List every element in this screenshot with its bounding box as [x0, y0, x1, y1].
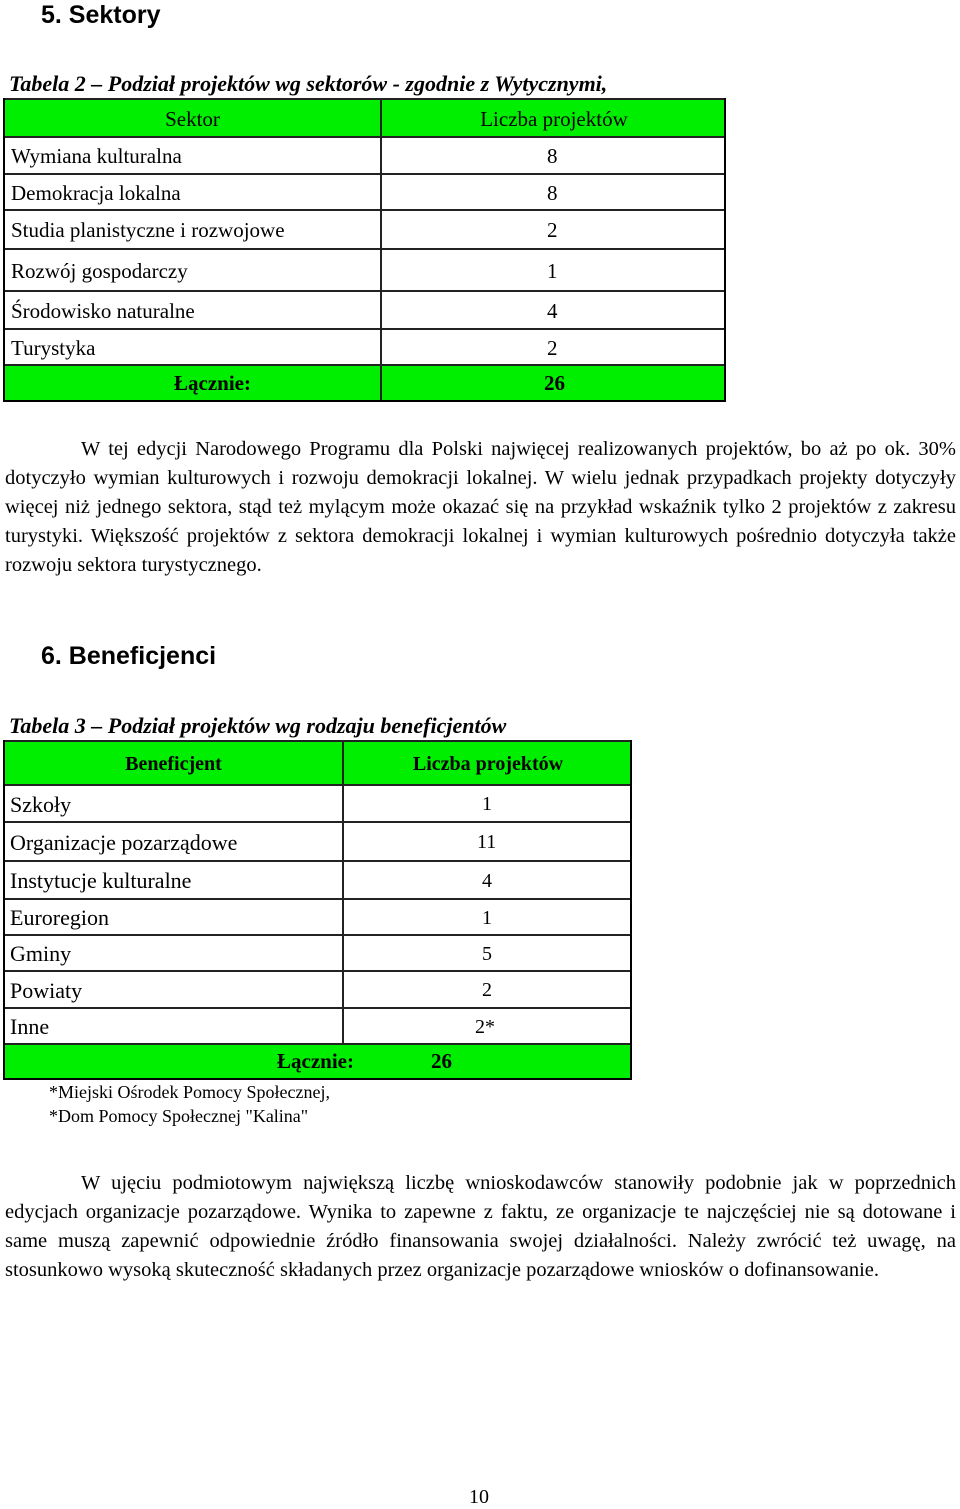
table-row [5, 136, 724, 175]
total-label: Łącznie: [277, 1049, 354, 1073]
table-caption-beneficiaries: Tabela 3 – Podział projektów wg rodzaju beneficjentów [9, 713, 507, 738]
table-total-row [5, 364, 724, 400]
table-row [5, 248, 724, 292]
paragraph-beneficiaries [5, 1169, 956, 1285]
table-row [5, 173, 724, 211]
table-row [5, 934, 630, 972]
sector-name: Turystyka [5, 330, 382, 366]
beneficiary-count: 1 [482, 793, 492, 815]
beneficiary-name: Euroregion [5, 900, 344, 936]
beneficiary-name: Powiaty [5, 972, 344, 1009]
beneficiaries-table [3, 740, 632, 1080]
beneficiary-count: 11 [477, 831, 497, 853]
sector-count: 2 [547, 218, 558, 242]
total-value: 26 [544, 370, 565, 395]
header-liczba-projektow: Liczba projektów [480, 106, 628, 131]
beneficiary-count: 5 [482, 942, 492, 965]
beneficiary-name: Organizacje pozarządowe [5, 823, 344, 862]
table-footnote: *Miejski Ośrodek Pomocy Społecznej, [49, 1082, 330, 1102]
table-row [5, 898, 630, 936]
paragraph-text: W ujęciu podmiotowym największą liczbę wnioskodawców stanowiły podobnie jak w poprzednich edycjach organizacje pozarządowe. Wynika to zapewne z faktu, ze organizacje te najczęściej nie są dotowane i same muszą zapewnić odpowiednie źródło finansowania swojej działalności. Należy zwrócić też uwagę, na stosunkowo wysoką skuteczność składanych przez organizacje pozarządowe wniosków o dofinansowanie. [5, 1172, 956, 1281]
header-beneficjent: Beneficjent [5, 742, 344, 786]
beneficiary-name: Gminy [5, 936, 344, 972]
sector-name: Studia planistyczne i rozwojowe [5, 211, 382, 250]
section-heading-beneficjenci: 6. Beneficjenci [41, 642, 217, 670]
sector-count: 8 [547, 144, 558, 168]
beneficiary-count: 2 [482, 979, 492, 1001]
table-header-row [5, 98, 724, 138]
table-row [5, 970, 630, 1009]
table-row [5, 1007, 630, 1045]
table-header-row [5, 740, 630, 786]
paragraph-sectors [5, 435, 956, 580]
sector-name: Środowisko naturalne [5, 292, 382, 330]
header-liczba-projektow: Liczba projektów [412, 752, 564, 775]
sector-count: 4 [547, 298, 558, 323]
header-sektor: Sektor [5, 100, 382, 138]
paragraph-text: W tej edycji Narodowego Programu dla Polski najwięcej realizowanych projektów, bo aż po ok. 30% dotyczyło wymian kulturowych i rozwoju demokracji lokalnej. W wielu jednak przypadkach projekty dotyczyły więcej niż jednego sektora, stąd też mylącym może okazać się na przykład wskaźnik tylko 2 projektów z zakresu turystyki. Większość projektów z sektora demokracji lokalnej i wymian kulturowych pośrednio dotyczyła także rozwoju sektora turystycznego. [5, 438, 956, 576]
beneficiary-name: Szkoły [5, 786, 344, 823]
table-row [5, 328, 724, 366]
beneficiary-name: Instytucje kulturalne [5, 862, 344, 900]
page-number: 10 [469, 1486, 489, 1508]
beneficiary-count: 2* [475, 1015, 495, 1038]
table-row [5, 209, 724, 250]
table-row [5, 860, 630, 900]
table-total-row [5, 1043, 630, 1078]
sector-count: 2 [547, 335, 558, 360]
beneficiary-count: 4 [482, 869, 492, 892]
table-row [5, 290, 724, 330]
sector-count: 8 [547, 180, 558, 205]
table-row [5, 821, 630, 862]
table-caption-sectors: Tabela 2 – Podział projektów wg sektorów - zgodnie z Wytycznymi, [9, 71, 608, 96]
beneficiary-name: Inne [5, 1009, 344, 1045]
sector-name: Wymiana kulturalna [5, 138, 382, 175]
sectors-table [3, 98, 726, 402]
total-label: Łącznie: [5, 366, 382, 400]
sector-name: Demokracja lokalna [5, 175, 382, 211]
table-footnote: *Dom Pomocy Społecznej "Kalina" [49, 1106, 309, 1126]
sector-name: Rozwój gospodarczy [5, 250, 382, 292]
total-value: 26 [431, 1049, 452, 1073]
sector-count: 1 [547, 258, 558, 283]
beneficiary-count: 1 [482, 906, 492, 929]
section-heading-sektory: 5. Sektory [41, 1, 161, 29]
table-row [5, 784, 630, 823]
